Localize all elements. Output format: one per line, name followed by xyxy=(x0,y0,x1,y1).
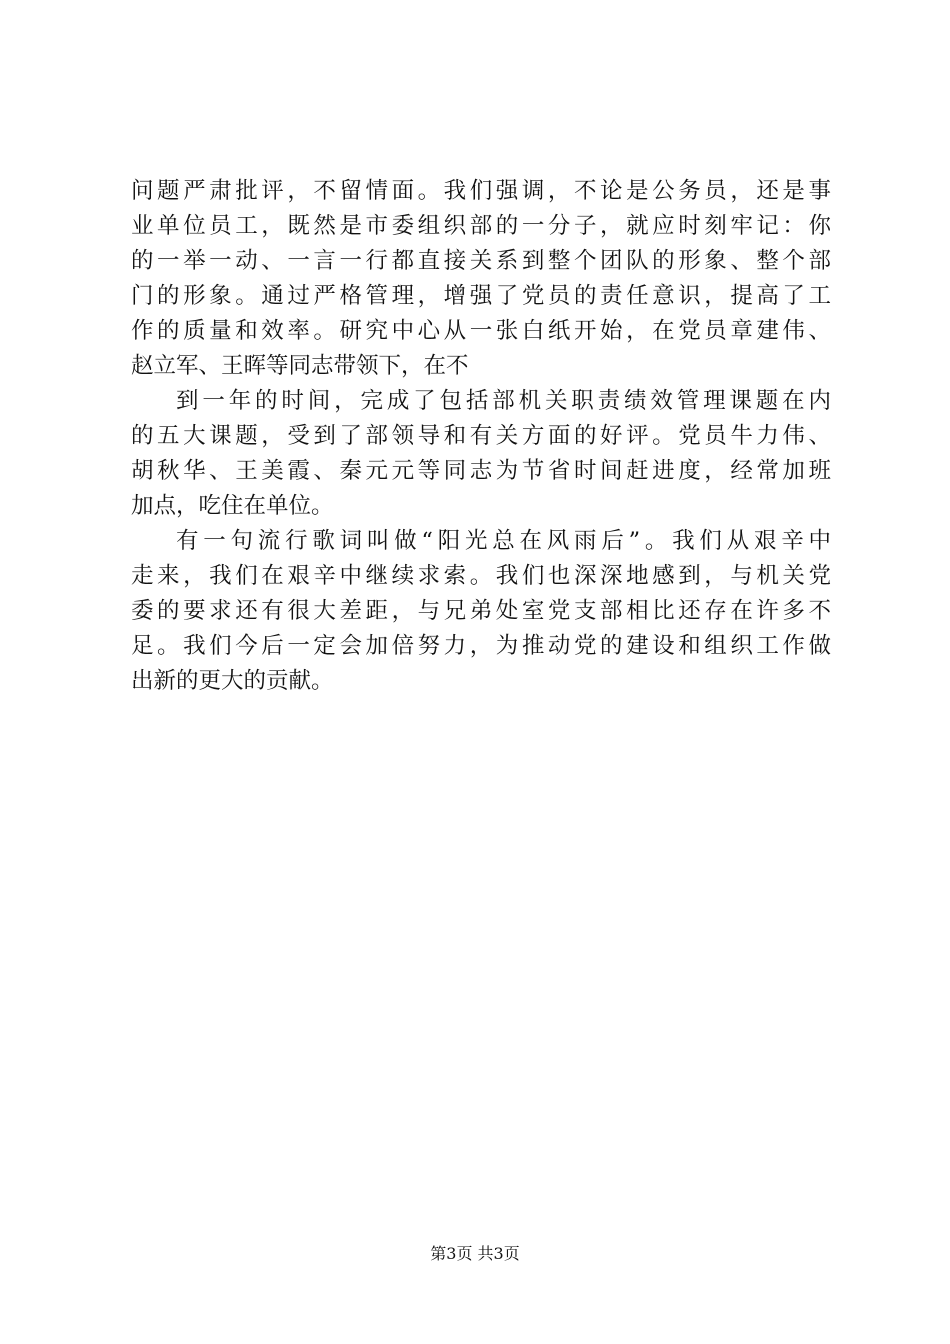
text-line: 的五大课题，受到了部领导和有关方面的好评。党员牛力伟、 xyxy=(131,423,831,449)
text-line: 有一句流行歌词叫做“阳光总在风雨后”。我们从艰辛中 xyxy=(176,528,831,554)
text-line: 走来，我们在艰辛中继续求索。我们也深深地感到，与机关党 xyxy=(131,563,831,589)
text-line: 加点，吃住在单位。 xyxy=(131,493,334,519)
text-line: 到一年的时间，完成了包括部机关职责绩效管理课题在内 xyxy=(176,388,831,414)
text-line: 足。我们今后一定会加倍努力，为推动党的建设和组织工作做 xyxy=(131,633,831,659)
text-line: 业单位员工，既然是市委组织部的一分子，就应时刻牢记：你 xyxy=(131,213,831,239)
text-line: 作的质量和效率。研究中心从一张白纸开始，在党员章建伟、 xyxy=(131,318,831,344)
text-line: 委的要求还有很大差距，与兄弟处室党支部相比还存在许多不 xyxy=(131,598,831,624)
text-line: 出新的更大的贡献。 xyxy=(131,668,334,694)
text-line: 胡秋华、王美霞、秦元元等同志为节省时间赶进度，经常加班 xyxy=(131,458,831,484)
page-number-footer: 第3页 共3页 xyxy=(430,1244,520,1263)
text-line: 赵立军、王晖等同志带领下，在不 xyxy=(131,353,469,379)
text-line: 的一举一动、一言一行都直接关系到整个团队的形象、整个部 xyxy=(131,248,831,274)
text-line: 门的形象。通过严格管理，增强了党员的责任意识，提高了工 xyxy=(131,283,831,309)
document-body xyxy=(131,174,831,699)
text-line: 问题严肃批评，不留情面。我们强调，不论是公务员，还是事 xyxy=(131,178,831,204)
